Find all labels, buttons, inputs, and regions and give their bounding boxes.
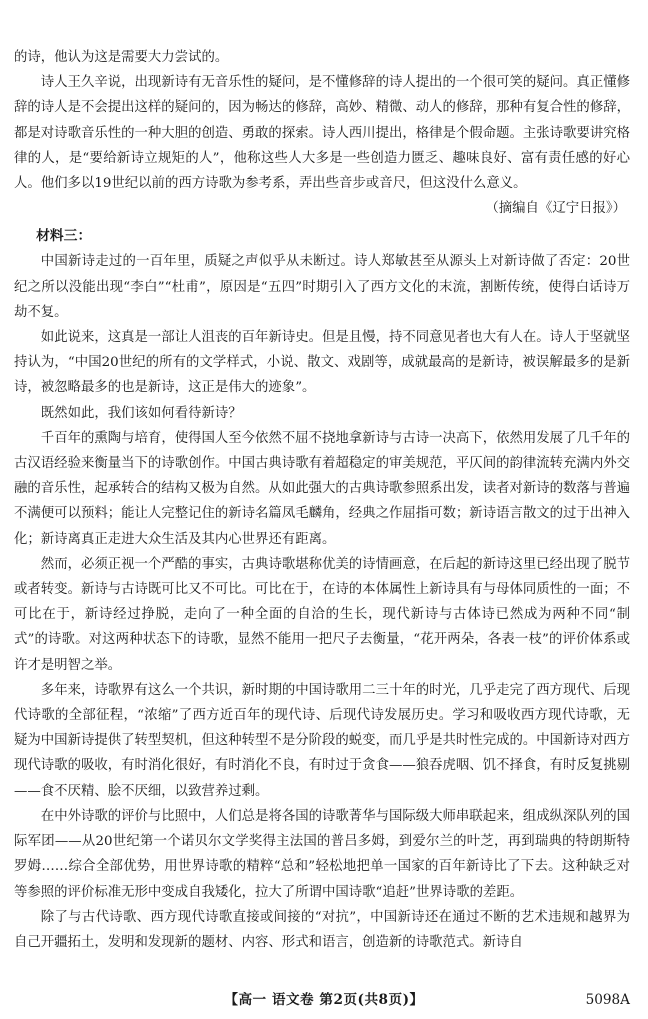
page-number-label: 【高一 语文卷 第2页(共8页)】	[224, 992, 424, 1008]
paragraph: 千百年的熏陶与培育，使得国人至今依然不屈不挠地拿新诗与古诗一决高下，依然用发展了几千年的古汉语经验来衡量当下的诗歌创作。中国古典诗歌有着超稳定的审美规范，平仄间的韵律流转充满内外交融的音乐性，起承转合的结构又极为自然。从如此强大的古典诗歌参照系出发，读者对新诗的数落与普遍不满便可以预料；能让人完整记住的新诗名篇凤毛麟角，经典之作屈指可数；新诗语言散文的过于出神入化；新诗离真正走进大众生活及其内心世界还有距离。	[14, 430, 630, 547]
exam-code: 5098A	[585, 992, 630, 1008]
page-footer	[0, 987, 648, 1013]
paragraph: 如此说来，这真是一部让人沮丧的百年新诗史。但是且慢，持不同意见者也大有人在。诗人于坚就坚持认为，“中国20世纪的所有的文学样式，小说、散文、戏剧等，成就最高的是新诗，被误解最多的是新诗，被忽略最多的也是新诗，这正是伟大的迹象”。	[14, 330, 630, 396]
page-body	[14, 45, 630, 955]
paragraph: 多年来，诗歌界有这么一个共识，新时期的中国诗歌用二三十年的时光，几乎走完了西方现代、后现代诗歌的全部征程，“浓缩”了西方近百年的现代诗、后现代诗发展历史。学习和吸收西方现代诗歌，无疑为中国新诗提供了转型契机，但这种转型不是分阶段的蜕变，而几乎是共时性完成的。中国新诗对西方现代诗歌的吸收，有时消化很好，有时消化不良，有时过于贪食——狼吞虎咽、饥不择食，有时反复挑剔——食不厌精、脍不厌细，以致营养过剩。	[14, 682, 630, 799]
paragraph-wangjiuxin: 诗人王久辛说，出现新诗有无音乐性的疑问，是不懂修辞的诗人提出的一个很可笑的疑问。真正懂修辞的诗人是不会提出这样的疑问的，因为畅达的修辞，高妙、精微、动人的修辞，那种有复合性的修辞，都是对诗歌音乐性的一种大胆的创造、勇敢的探索。诗人西川提出，格律是个假命题。主张诗歌要讲究格律的人，是“要给新诗立规矩的人”，他称这些人大多是一些创造力匮乏、趣味良好、富有责任感的好心人。他们多以19世纪以前的西方诗歌为参考系，弄出些音步或音尺，但这没什么意义。	[14, 75, 630, 192]
paragraph: 中国新诗走过的一百年里，质疑之声似乎从未断过。诗人郑敏甚至从源头上对新诗做了否定：20世纪之所以没能出现“李白”“杜甫”，原因是“五四”时期引入了西方文化的末流，割断传统，使得白话诗万劫不复。	[14, 254, 630, 320]
paragraph: 然而，必须正视一个严酷的事实，古典诗歌堪称优美的诗情画意，在后起的新诗这里已经出现了脱节或者转变。新诗与古诗既可比又不可比。可比在于，在诗的本体属性上新诗具有与母体同质性的一面；不可比在于，新诗经过挣脱，走向了一种全面的自洽的生长，现代新诗与古体诗已然成为两种不同“制式”的诗歌。对这两种状态下的诗歌，显然不能用一把尺子去衡量，“花开两朵，各表一枝”的评价体系或许才是明智之举。	[14, 556, 630, 673]
paragraph-continuation: 的诗，他认为这是需要大力尝试的。	[14, 50, 229, 65]
paragraph: 除了与古代诗歌、西方现代诗歌直接或间接的“对抗”，中国新诗还在通过不断的艺术违规和越界为自己开疆拓土，发明和发现新的题材、内容、形式和语言，创造新的诗歌范式。新诗自	[14, 909, 630, 950]
source-note: （摘编自《辽宁日报》）	[485, 201, 626, 217]
section-title: 材料三：	[36, 228, 92, 245]
paragraph: 既然如此，我们该如何看待新诗？	[40, 405, 242, 421]
paragraph: 在中外诗歌的评价与比照中，人们总是将各国的诗歌菁华与国际级大师串联起来，组成纵深队列的国际军团——从20世纪第一个诺贝尔文学奖得主法国的普吕多姆，到爱尔兰的叶芝，再到瑞典的特朗斯特罗姆……综合全部优势，用世界诗歌的精粹“总和”轻松地把单一国家的百年新诗比了下去。这种缺乏对等参照的评价标准无形中变成自我矮化，拉大了所谓中国诗歌“追赶”世界诗歌的差距。	[14, 808, 630, 900]
